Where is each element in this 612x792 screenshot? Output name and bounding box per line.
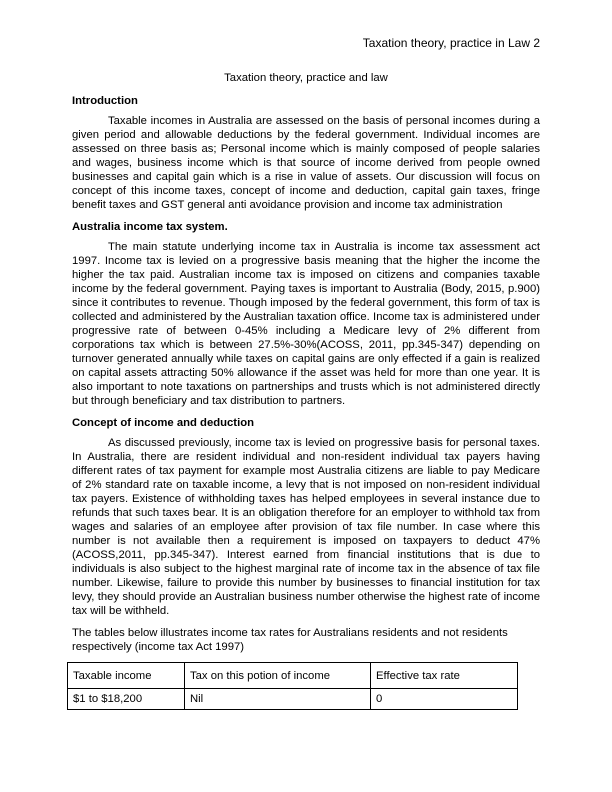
table-cell: $1 to $18,200: [68, 689, 185, 710]
table-cell: 0: [371, 689, 518, 710]
table-header-row: [68, 663, 518, 689]
paragraph-income-deduction: As discussed previously, income tax is levied on progressive basis for personal taxes. In Australia, there are resident individual and non-resident individual tax payers having different rates of tax payment for example most Australia citizens are liable to pay Medicare of 2% standard rate on taxable income, a levy that is not imposed on non-resident individual tax payers. Existence of withholding taxes has helped employees in several instance due to refunds that such taxes bear. It is an obligation therefore for an employer to withhold tax from wages and salaries of an employee after provision of tax file number. In case where this number is not available then a requirement is imposed on taxpayers to deduct 47%(ACOSS,2011, pp.345-347). Interest earned from financial institutions that is due to individuals is also subject to the highest marginal rate of income tax in the absence of tax file number. Likewise, failure to provide this number by businesses to financial institution for tax levy, they should provide an Australian business number otherwise the highest rate of income tax will be withheld.: [72, 437, 540, 617]
section-heading-income-tax-system: Australia income tax system.: [72, 221, 228, 233]
table-header-cell: Taxable income: [68, 663, 185, 689]
running-header: Taxation theory, practice in Law 2: [362, 36, 540, 50]
table-row: [68, 689, 518, 710]
table-header-cell: Effective tax rate: [371, 663, 518, 689]
tax-rates-table: [67, 662, 518, 710]
section-heading-income-deduction: Concept of income and deduction: [72, 417, 255, 429]
document-body: [72, 71, 540, 710]
section-heading-introduction: Introduction: [72, 95, 138, 107]
table-intro: The tables below illustrates income tax rates for Australians residents and not residents respectively (income tax Act 1997): [72, 627, 508, 653]
paragraph-introduction: Taxable incomes in Australia are assessed on the basis of personal incomes during a given period and allowable deductions by the federal government. Individual incomes are assessed on three basis as; Personal income which is mainly composed of people salaries and wages, business income which is that source of income derived from people owned businesses and capital gain which is a rise in value of assets. Our discussion will focus on concept of this income taxes, concept of income and deduction, capital gain taxes, fringe benefit taxes and GST general anti avoidance provision and income tax administration: [72, 115, 540, 211]
document-title: Taxation theory, practice and law: [224, 72, 388, 84]
table-cell: Nil: [185, 689, 371, 710]
table-header-cell: Tax on this potion of income: [185, 663, 371, 689]
paragraph-income-tax-system: The main statute underlying income tax in Australia is income tax assessment act 1997. Income tax is levied on a progressive basis meaning that the higher the income the higher the tax paid. Australian income tax is imposed on citizens and companies taxable income by the federal government. Paying taxes is important to Australia (Body, 2015, p.900) since it contributes to revenue. Though imposed by the federal government, this form of tax is collected and administered by the Australian taxation office. Income tax is administered under progressive rate of between 0-45% including a Medicare levy of 2% different from corporations tax which is between 27.5%-30%(ACOSS, 2011, pp.345-347) depending on turnover generated annually while taxes on capital gains are only effected if a gain is realized on capital assets attracting 50% allowance if the asset was held for more than one year. It is also important to note taxations on partnerships and trusts which is not administered directly but through beneficiary and tax distribution to partners.: [72, 241, 540, 407]
